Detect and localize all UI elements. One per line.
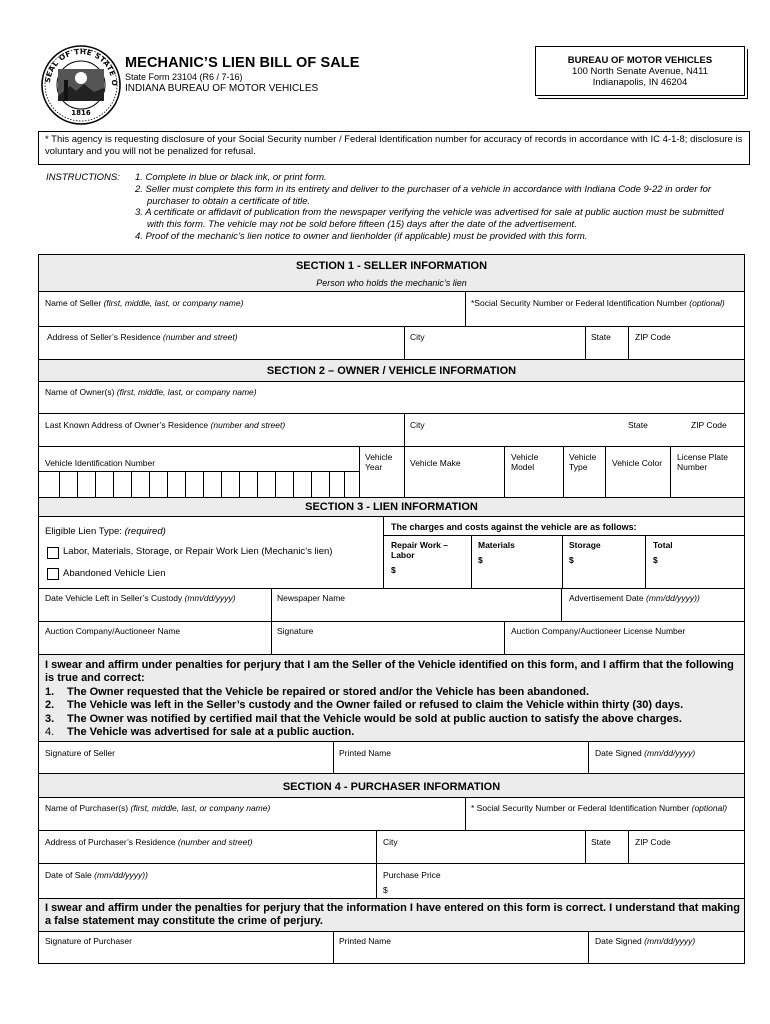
- owner-city-field[interactable]: City: [410, 420, 425, 430]
- auction-license-field[interactable]: Auction Company/Auctioneer License Number: [511, 626, 686, 636]
- vin-label: Vehicle Identification Number: [45, 458, 156, 468]
- total-dollar[interactable]: $: [653, 555, 658, 565]
- purchaser-address-field[interactable]: Address of Purchaser’s Residence (number and street): [45, 837, 253, 847]
- affirmation-item: 1. The Owner requested that the Vehicle be repaired or stored and/or the Vehicle has been abandoned.: [45, 686, 590, 698]
- materials-label: Materials: [478, 540, 515, 550]
- vehicle-color-field[interactable]: Vehicle Color: [612, 458, 663, 468]
- purchase-price-label: Purchase Price: [383, 870, 441, 880]
- instruction-item: 2. Seller must complete this form in its entirety and deliver to the purchaser of a vehicle in accordance with Indiana Code 9-22 in order for purchaser to obtain a certificate of title.: [135, 183, 712, 207]
- instructions-list: [135, 172, 735, 243]
- date-of-sale-field[interactable]: Date of Sale (mm/dd/yyyy)): [45, 870, 148, 880]
- eligible-lien-label: Eligible Lien Type: (required): [45, 526, 166, 537]
- seal-year: 1816: [71, 109, 91, 117]
- section1-title: SECTION 1 - SELLER INFORMATION: [295, 260, 488, 272]
- storage-dollar[interactable]: $: [569, 555, 574, 565]
- bmv-name: BUREAU OF MOTOR VEHICLES: [567, 55, 713, 66]
- bmv-address-box: [535, 46, 745, 96]
- section4-title: SECTION 4 - PURCHASER INFORMATION: [282, 781, 501, 793]
- purchaser-name-field[interactable]: Name of Purchaser(s) (first, middle, last, or company name): [45, 803, 271, 813]
- auctioneer-signature-field[interactable]: Signature: [277, 626, 314, 636]
- form-title: MECHANIC’S LIEN BILL OF SALE: [125, 55, 360, 71]
- owner-zip-field[interactable]: ZIP Code: [691, 420, 727, 430]
- affirmation-list: [45, 686, 740, 739]
- repair-labor-dollar[interactable]: $: [391, 565, 396, 575]
- license-plate-field[interactable]: License Plate Number: [677, 452, 729, 472]
- affirmation-item: 4. The Vehicle was advertised for sale at a public auction.: [45, 725, 355, 738]
- bmv-street: 100 North Senate Avenue, N411: [572, 66, 708, 77]
- storage-label: Storage: [569, 540, 601, 550]
- vehicle-model-field[interactable]: Vehicle Model: [511, 452, 539, 472]
- auction-company-field[interactable]: Auction Company/Auctioneer Name: [45, 626, 181, 636]
- seller-printed-name-field[interactable]: Printed Name: [339, 748, 391, 758]
- seller-affirmation-intro: I swear and affirm under penalties for perjury that I am the Seller of the Vehicle identified on this form, and I affirm that the following is true and correct:: [45, 659, 734, 685]
- lien-form: [38, 254, 745, 964]
- bmv-city: Indianapolis, IN 46204: [592, 77, 688, 88]
- owner-name-field[interactable]: Name of Owner(s) (first, middle, last, or company name): [45, 387, 257, 397]
- ssn-disclosure: * This agency is requesting disclosure of your Social Security number / Federal Identification number for accuracy of records in accordance with IC 4-1-8; disclosure is voluntary and you will not be penalized for refusal.: [38, 131, 750, 165]
- seller-signature-field[interactable]: Signature of Seller: [45, 748, 115, 758]
- date-left-field[interactable]: Date Vehicle Left in Seller’s Custody (mm/dd/yyyy): [45, 593, 236, 603]
- owner-state-field[interactable]: State: [628, 420, 648, 430]
- materials-dollar[interactable]: $: [478, 555, 483, 565]
- seller-zip-field[interactable]: ZIP Code: [635, 332, 671, 342]
- purchaser-affirmation: I swear and affirm under the penalties for perjury that the information I have entered on this form is correct. I understand that making a false statement may constitute the crime of perjury.: [45, 902, 740, 928]
- abandoned-lien-label: Abandoned Vehicle Lien: [63, 568, 166, 579]
- purchaser-state-field[interactable]: State: [591, 837, 611, 847]
- seller-name-field[interactable]: Name of Seller (first, middle, last, or company name): [45, 298, 244, 308]
- seller-state-field[interactable]: State: [591, 332, 611, 342]
- agency-name: INDIANA BUREAU OF MOTOR VEHICLES: [125, 83, 319, 94]
- seller-date-signed-field[interactable]: Date Signed (mm/dd/yyyy): [595, 748, 696, 758]
- section1-subtitle: Person who holds the mechanic’s lien: [316, 278, 467, 288]
- vehicle-type-field[interactable]: Vehicle Type: [569, 452, 597, 472]
- total-label: Total: [653, 540, 673, 550]
- instruction-item: 1. Complete in blue or black ink, or print form.: [135, 172, 327, 183]
- purchaser-zip-field[interactable]: ZIP Code: [635, 837, 671, 847]
- seller-ssn-field[interactable]: *Social Security Number or Federal Identification Number (optional): [471, 298, 725, 308]
- abandoned-lien-checkbox[interactable]: [47, 568, 59, 580]
- mechanics-lien-label: Labor, Materials, Storage, or Repair Work Lien (Mechanic’s lien): [63, 546, 333, 557]
- purchaser-date-signed-field[interactable]: Date Signed (mm/dd/yyyy): [595, 936, 696, 946]
- purchaser-ssn-field[interactable]: * Social Security Number or Federal Identification Number (optional): [471, 803, 728, 813]
- purchase-price-field[interactable]: $: [383, 885, 388, 895]
- repair-labor-label: Repair Work – Labor: [391, 540, 449, 560]
- affirmation-item: 3. The Owner was notified by certified mail that the Vehicle would be sold at public auction to satisfy the above charges.: [45, 712, 682, 725]
- purchaser-city-field[interactable]: City: [383, 837, 398, 847]
- section3-title: SECTION 3 - LIEN INFORMATION: [305, 501, 478, 513]
- svg-text:SEAL OF THE STATE OF INDIANA: SEAL OF THE STATE O: [43, 46, 120, 87]
- vehicle-year-field[interactable]: Vehicle Year: [365, 452, 393, 472]
- vehicle-make-field[interactable]: Vehicle Make: [410, 458, 461, 468]
- instruction-item: 3. A certificate or affidavit of publication from the newspaper verifying the vehicle was advertised for sale at public auction must be submitted with this form. The vehicle may not be sold before fifteen (15) days after the date of the advertisement.: [135, 207, 724, 231]
- seller-address-field[interactable]: Address of Seller’s Residence (number and street): [47, 332, 238, 342]
- seller-city-field[interactable]: City: [410, 332, 425, 342]
- newspaper-name-field[interactable]: Newspaper Name: [277, 593, 346, 603]
- charges-heading: The charges and costs against the vehicle are as follows:: [391, 522, 637, 532]
- owner-address-field[interactable]: Last Known Address of Owner’s Residence (number and street): [45, 420, 286, 430]
- advertisement-date-field[interactable]: Advertisement Date (mm/dd/yyyy)): [569, 593, 700, 603]
- purchaser-printed-name-field[interactable]: Printed Name: [339, 936, 391, 946]
- instructions-label: INSTRUCTIONS:: [46, 172, 120, 183]
- state-seal: [40, 44, 122, 126]
- purchaser-signature-field[interactable]: Signature of Purchaser: [45, 936, 132, 946]
- form-number: State Form 23104 (R6 / 7-16): [125, 72, 243, 82]
- section2-title: SECTION 2 – OWNER / VEHICLE INFORMATION: [266, 365, 517, 377]
- mechanics-lien-checkbox[interactable]: [47, 547, 59, 559]
- instruction-item: 4. Proof of the mechanic’s lien notice to owner and lienholder (if applicable) must be provided with this form.: [135, 230, 588, 242]
- affirmation-item: 2. The Vehicle was left in the Seller’s custody and the Owner failed or refused to claim the Vehicle within thirty (30) days.: [45, 699, 684, 712]
